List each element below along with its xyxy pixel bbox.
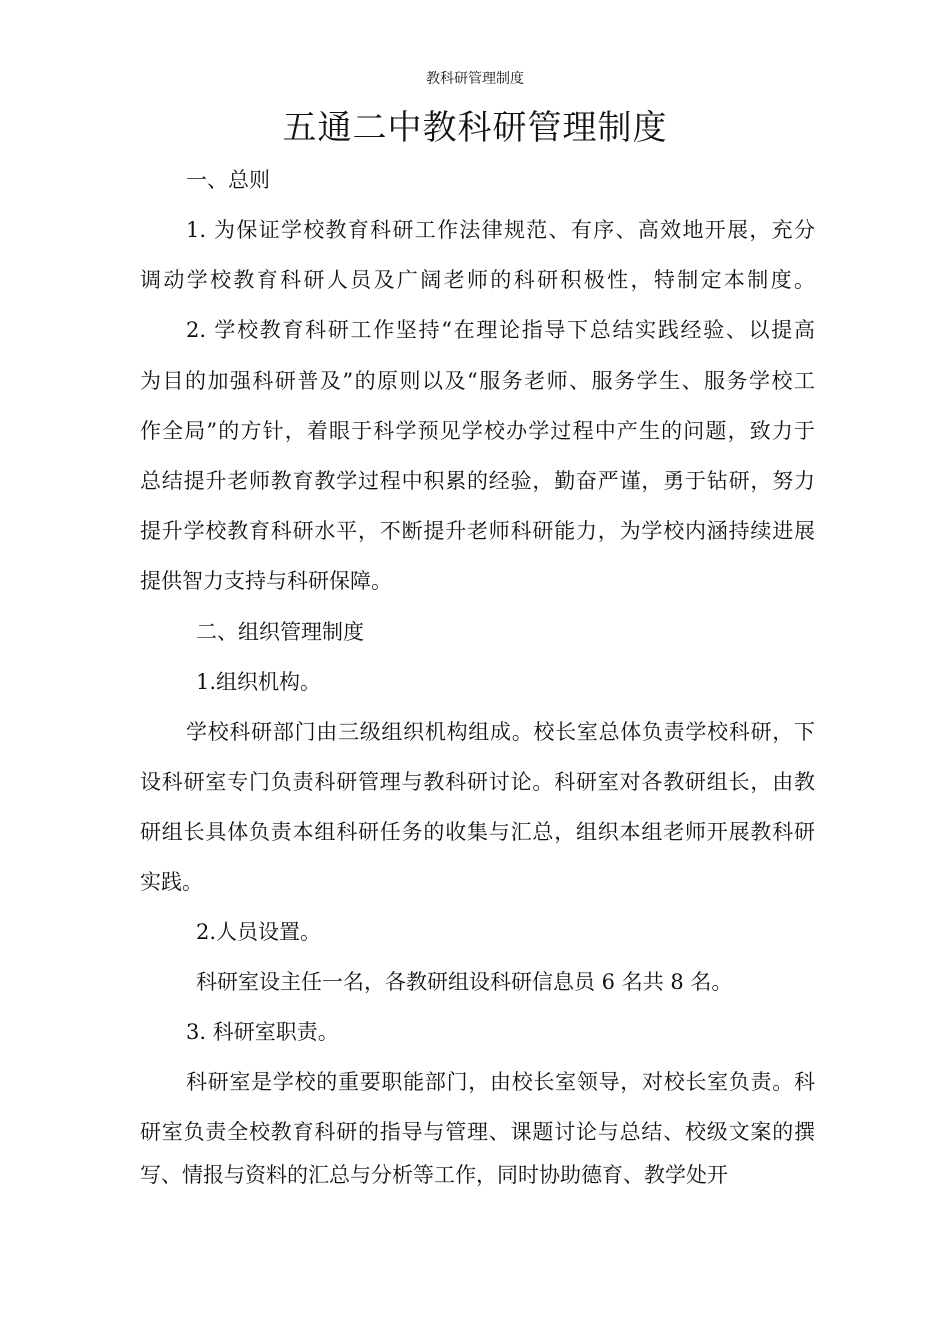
paragraph-line: 2. 学校教育科研工作坚持“在理论指导下总结实践经验、以提高 [186,318,815,342]
paragraph-line: 设科研室专门负责科研管理与教科研讨论。科研室对各教研组长，由教 [140,770,815,794]
subheading-organization-structure: 1.组织机构。 [196,670,322,694]
section-heading-general: 一、总则 [186,168,270,192]
paragraph-line: 学校科研部门由三级组织机构组成。校长室总体负责学校科研，下 [186,720,815,744]
paragraph-line: 研组长具体负责本组科研任务的收集与汇总，组织本组老师开展教科研 [140,820,815,844]
document-title: 五通二中教科研管理制度 [282,108,668,148]
paragraph-line: 实践。 [140,870,203,894]
paragraph-line: 1. 为保证学校教育科研工作法律规范、有序、高效地开展，充分 [186,218,815,242]
running-header: 教科研管理制度 [426,71,524,87]
paragraph-line: 调动学校教育科研人员及广阔老师的科研积极性，特制定本制度。 [140,268,815,292]
paragraph-line: 科研室是学校的重要职能部门，由校长室领导，对校长室负责。科 [186,1070,815,1094]
paragraph-line: 作全局”的方针，着眼于科学预见学校办学过程中产生的问题，致力于 [140,419,815,443]
paragraph-line: 提供智力支持与科研保障。 [140,569,392,593]
subheading-personnel: 2.人员设置。 [196,920,322,944]
paragraph-line: 为目的加强科研普及”的原则以及“服务老师、服务学生、服务学校工 [140,369,815,393]
paragraph-line: 总结提升老师教育教学过程中积累的经验，勤奋严谨，勇于钻研，努力 [140,469,815,493]
paragraph-line: 研室负责全校教育科研的指导与管理、课题讨论与总结、校级文案的撰 [140,1120,815,1144]
subheading-office-duties: 3. 科研室职责。 [186,1020,339,1044]
section-heading-organization: 二、组织管理制度 [196,620,364,644]
paragraph-line: 科研室设主任一名，各教研组设科研信息员 6 名共 8 名。 [196,970,733,994]
paragraph-line: 写、情报与资料的汇总与分析等工作，同时协助德育、教学处开 [140,1163,728,1187]
paragraph-line: 提升学校教育科研水平，不断提升老师科研能力，为学校内涵持续进展 [140,519,815,543]
